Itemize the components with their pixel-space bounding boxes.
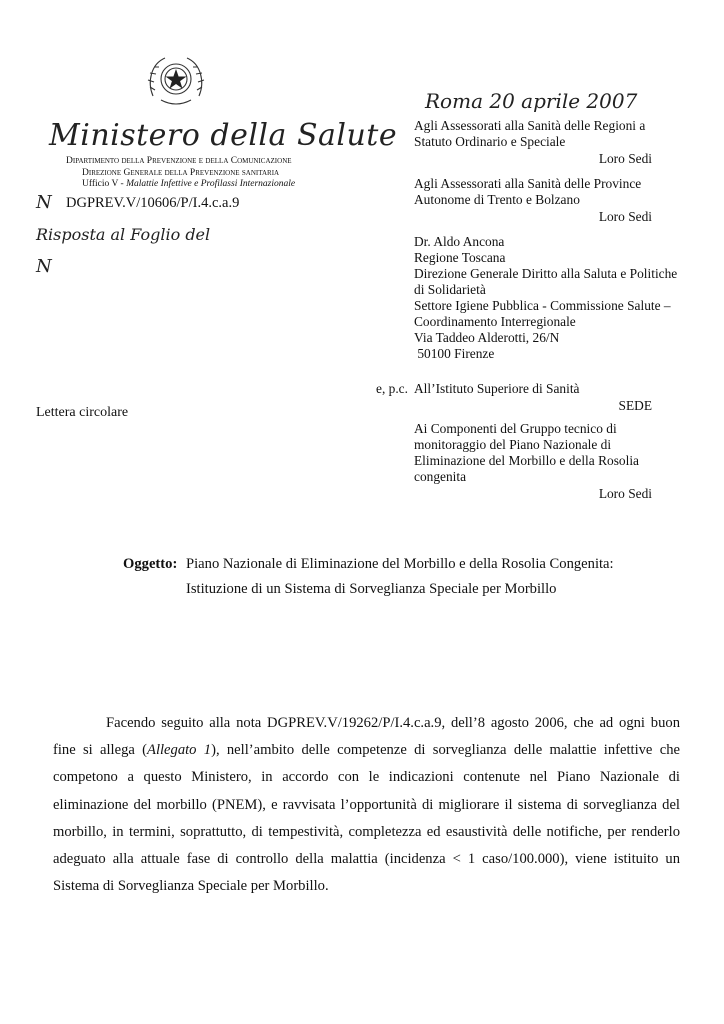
recipient-line: Autonome di Trento e Bolzano bbox=[414, 192, 580, 207]
department-line-1: Dipartimento della Prevenzione e della Comunicazione bbox=[66, 156, 292, 166]
subject-line-2: Istituzione di un Sistema di Sorveglianza Speciale per Morbillo bbox=[186, 581, 557, 597]
date-line: Roma 20 aprile 2007 bbox=[425, 89, 638, 113]
recipient-seat: Loro Sedi bbox=[598, 151, 652, 166]
protocol-number: DGPREV.V/10606/P/I.4.c.a.9 bbox=[66, 195, 240, 211]
letter-type: Lettera circolare bbox=[36, 405, 129, 420]
recipient-line: Via Taddeo Alderotti, 26/N bbox=[414, 330, 560, 345]
protocol-prefix: N bbox=[36, 192, 52, 213]
recipient-iss bbox=[414, 381, 652, 414]
recipient-tuscany bbox=[414, 234, 678, 362]
recipient-line: Dr. Aldo Ancona bbox=[414, 234, 505, 249]
recipient-line: Coordinamento Interregionale bbox=[414, 314, 576, 329]
body-text-part-2: ), nell’ambito delle competenze di sorveglianza delle malattie infettive che competono a questo Ministero, in accordo con le indicazioni contenute nel Piano Nazionale di eliminazione del morbillo (PNEM), e ravvisata l’opportunità di migliorare il sistema di sorveglianza del morbillo, in termini, soprattutto, di tempestività, completezza ed esaustività delle notifiche, per renderlo adeguato alla attuale fase di controllo della malattia (incidenza < 1 caso/100.000), viene istituito un Sistema di Sorveglianza Speciale per Morbillo. bbox=[53, 742, 680, 895]
body-paragraph bbox=[53, 710, 680, 900]
recipient-line: Agli Assessorati alla Sanità delle Province bbox=[414, 176, 642, 191]
office-description: Malattie Infettive e Profilassi Internazionale bbox=[126, 179, 296, 189]
recipient-line: All’Istituto Superiore di Sanità bbox=[414, 381, 580, 396]
reply-n-label: N bbox=[36, 256, 52, 277]
department-line-2: Direzione Generale della Prevenzione sanitaria bbox=[82, 168, 280, 178]
recipient-seat: Loro Sedi bbox=[598, 486, 652, 501]
recipient-line: Ai Componenti del Gruppo tecnico di bbox=[414, 421, 617, 436]
recipient-line: Regione Toscana bbox=[414, 250, 506, 265]
reply-label: Risposta al Foglio del bbox=[36, 225, 211, 244]
italian-republic-emblem bbox=[145, 52, 207, 108]
subject-label: Oggetto: bbox=[123, 556, 178, 572]
subject-line-1: Piano Nazionale di Eliminazione del Morbillo e della Rosolia Congenita: bbox=[186, 556, 614, 572]
ministry-title: Ministero della Salute bbox=[49, 118, 398, 153]
attachment-reference: Allegato 1 bbox=[147, 742, 212, 759]
recipient-line: 50100 Firenze bbox=[414, 346, 495, 361]
office-prefix: Ufficio V - bbox=[82, 179, 127, 189]
office-line bbox=[82, 179, 295, 189]
recipient-line: Agli Assessorati alla Sanità delle Regioni a bbox=[414, 118, 646, 133]
recipient-line: congenita bbox=[414, 469, 467, 484]
recipient-line: Settore Igiene Pubblica - Commissione Salute – bbox=[414, 298, 671, 313]
body-text-part-1: Facendo seguito alla nota DGPREV.V/19262/P/I.4.c.a.9, dell’8 agosto 2006, che ad ogni buon fine si allega ( bbox=[53, 715, 680, 759]
recipient-working-group bbox=[414, 421, 652, 502]
recipient-line: Direzione Generale Diritto alla Saluta e Politiche bbox=[414, 266, 678, 281]
recipient-regions bbox=[414, 118, 652, 167]
recipient-line: Statuto Ordinario e Speciale bbox=[414, 134, 566, 149]
recipient-line: di Solidarietà bbox=[414, 282, 486, 297]
recipient-seat: Loro Sedi bbox=[598, 209, 652, 224]
recipient-provinces bbox=[414, 176, 652, 225]
recipient-line: monitoraggio del Piano Nazionale di bbox=[414, 437, 612, 452]
recipient-seat: SEDE bbox=[618, 398, 652, 413]
recipient-line: Eliminazione del Morbillo e della Rosolia bbox=[414, 453, 639, 468]
cc-prefix: e, p.c. bbox=[376, 381, 408, 396]
